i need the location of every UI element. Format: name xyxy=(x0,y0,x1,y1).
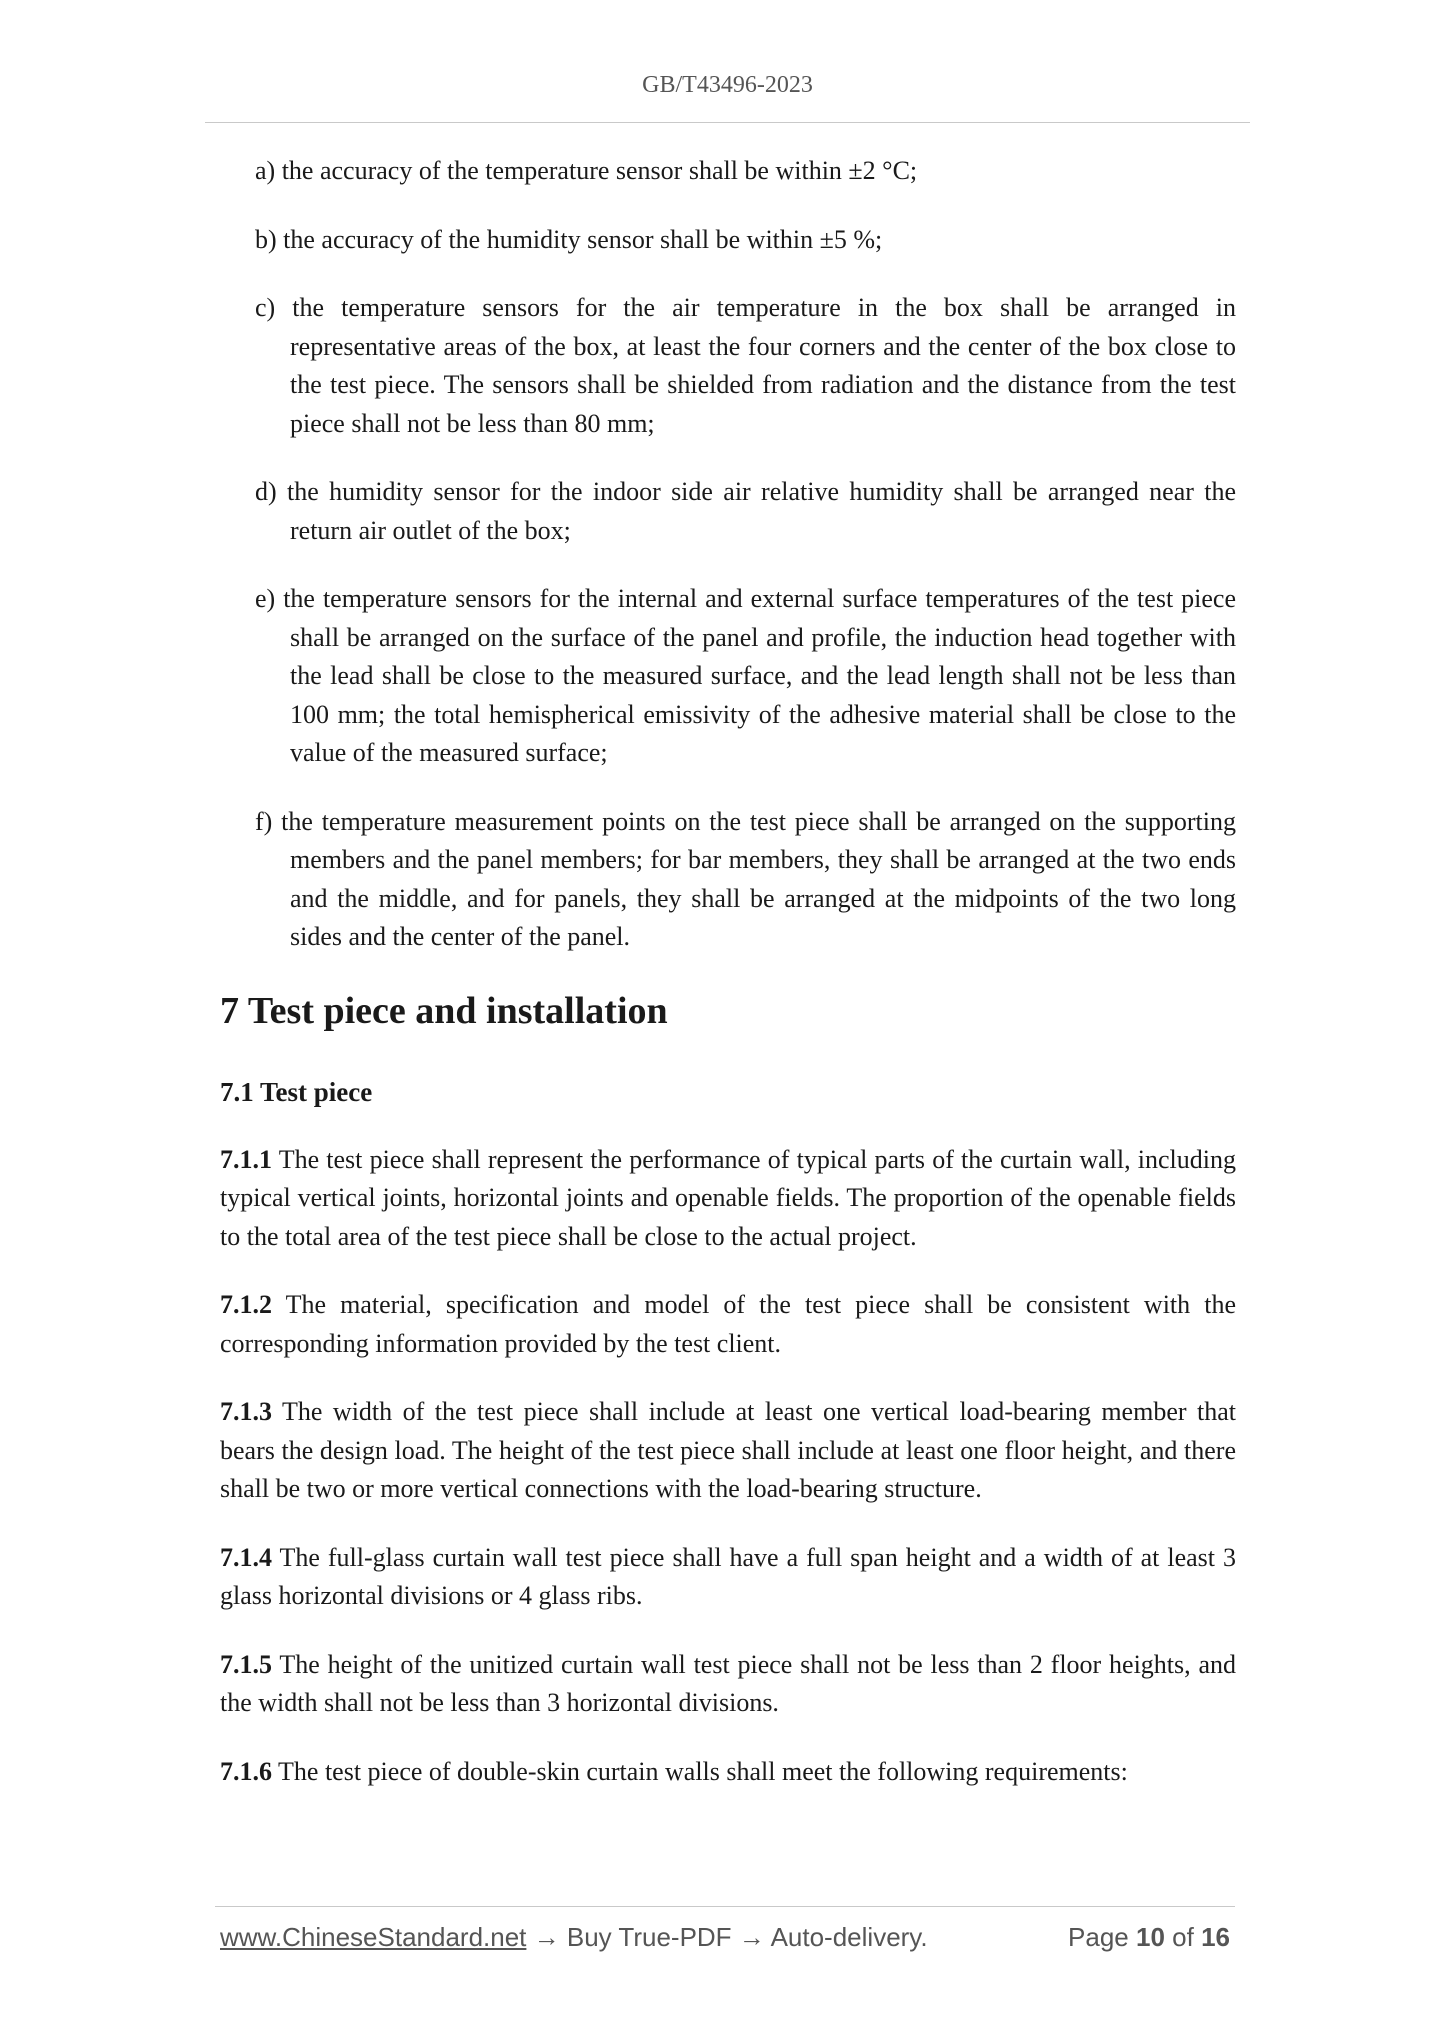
list-item-c: c) the temperature sensors for the air temperature in the box shall be arranged in representative areas of the box, at least the four corners and the center of the box close to the test piece. The sensors shall be shielded from radiation and the distance from the test piece shall not be less than 80 mm; xyxy=(255,293,1236,438)
clause-7-1-5 xyxy=(220,1646,1236,1723)
clause-7-1-1 xyxy=(220,1141,1236,1257)
clause-text: The material, specification and model of the test piece shall be consistent with the corresponding information provided by the test client. xyxy=(220,1290,1236,1358)
footer-promo xyxy=(220,1922,928,1953)
clause-7-1-2 xyxy=(220,1286,1236,1363)
clause-text: The width of the test piece shall include at least one vertical load-bearing member that bears the design load. The height of the test piece shall include at least one floor height, and there shall be two or more vertical connections with the load-bearing structure. xyxy=(220,1397,1236,1503)
clause-number: 7.1.2 xyxy=(220,1290,272,1319)
clause-text: The full-glass curtain wall test piece shall have a full span height and a width of at least 3 glass horizontal divisions or 4 glass ribs. xyxy=(220,1542,1236,1610)
list-item-e: e) the temperature sensors for the internal and external surface temperatures of the test piece shall be arranged on the surface of the panel and profile, the induction head together with the lead shall be close to the measured surface, and the lead length shall not be less than 100 mm; the total hemispherical emissivity of the adhesive material shall be close to the value of the measured surface; xyxy=(255,584,1236,767)
clause-7-1-3 xyxy=(220,1393,1236,1509)
total-page-count: 16 xyxy=(1201,1922,1230,1952)
page-indicator xyxy=(1068,1922,1230,1953)
page-label: Page xyxy=(1068,1922,1129,1952)
clause-number: 7.1.1 xyxy=(220,1144,272,1174)
header-divider xyxy=(205,122,1250,123)
clause-number: 7.1.6 xyxy=(220,1756,272,1786)
list-item-f: f) the temperature measurement points on the test piece shall be arranged on the supporting members and the panel members; for bar members, they shall be arranged at the two ends and the middle, and for panels, they shall be arranged at the midpoints of the two long sides and the center of the panel. xyxy=(255,806,1236,951)
clause-7-1-6 xyxy=(220,1753,1236,1792)
footer-tagline: → Buy True-PDF → Auto-delivery. xyxy=(526,1922,928,1952)
clause-text: The test piece of double-skin curtain walls shall meet the following requirements: xyxy=(272,1756,1128,1786)
subsection-heading: 7.1 Test piece xyxy=(220,1076,373,1107)
document-number-header: GB/T43496-2023 xyxy=(642,72,813,98)
list-item-d: d) the humidity sensor for the indoor side air relative humidity shall be arranged near the return air outlet of the box; xyxy=(255,477,1236,545)
footer-divider xyxy=(215,1906,1235,1907)
section-heading: 7 Test piece and installation xyxy=(220,989,668,1032)
clause-number: 7.1.3 xyxy=(220,1397,272,1426)
chinesestandard-link[interactable]: www.ChineseStandard.net xyxy=(220,1922,527,1952)
page-of-label: of xyxy=(1172,1922,1194,1952)
list-item-a: a) the accuracy of the temperature sensor shall be within ±2 °C; xyxy=(255,156,918,185)
current-page-number: 10 xyxy=(1136,1922,1165,1952)
clause-7-1-4 xyxy=(220,1539,1236,1616)
list-item-b: b) the accuracy of the humidity sensor shall be within ±5 %; xyxy=(255,224,883,254)
clause-number: 7.1.4 xyxy=(220,1542,272,1572)
clause-text: The test piece shall represent the performance of typical parts of the curtain wall, including typical vertical joints, horizontal joints and openable fields. The proportion of the openable fields to the total area of the test piece shall be close to the actual project. xyxy=(220,1144,1236,1251)
clause-text: The height of the unitized curtain wall test piece shall not be less than 2 floor heights, and the width shall not be less than 3 horizontal divisions. xyxy=(220,1649,1236,1717)
clause-number: 7.1.5 xyxy=(220,1649,272,1679)
document-body xyxy=(220,152,1236,1821)
